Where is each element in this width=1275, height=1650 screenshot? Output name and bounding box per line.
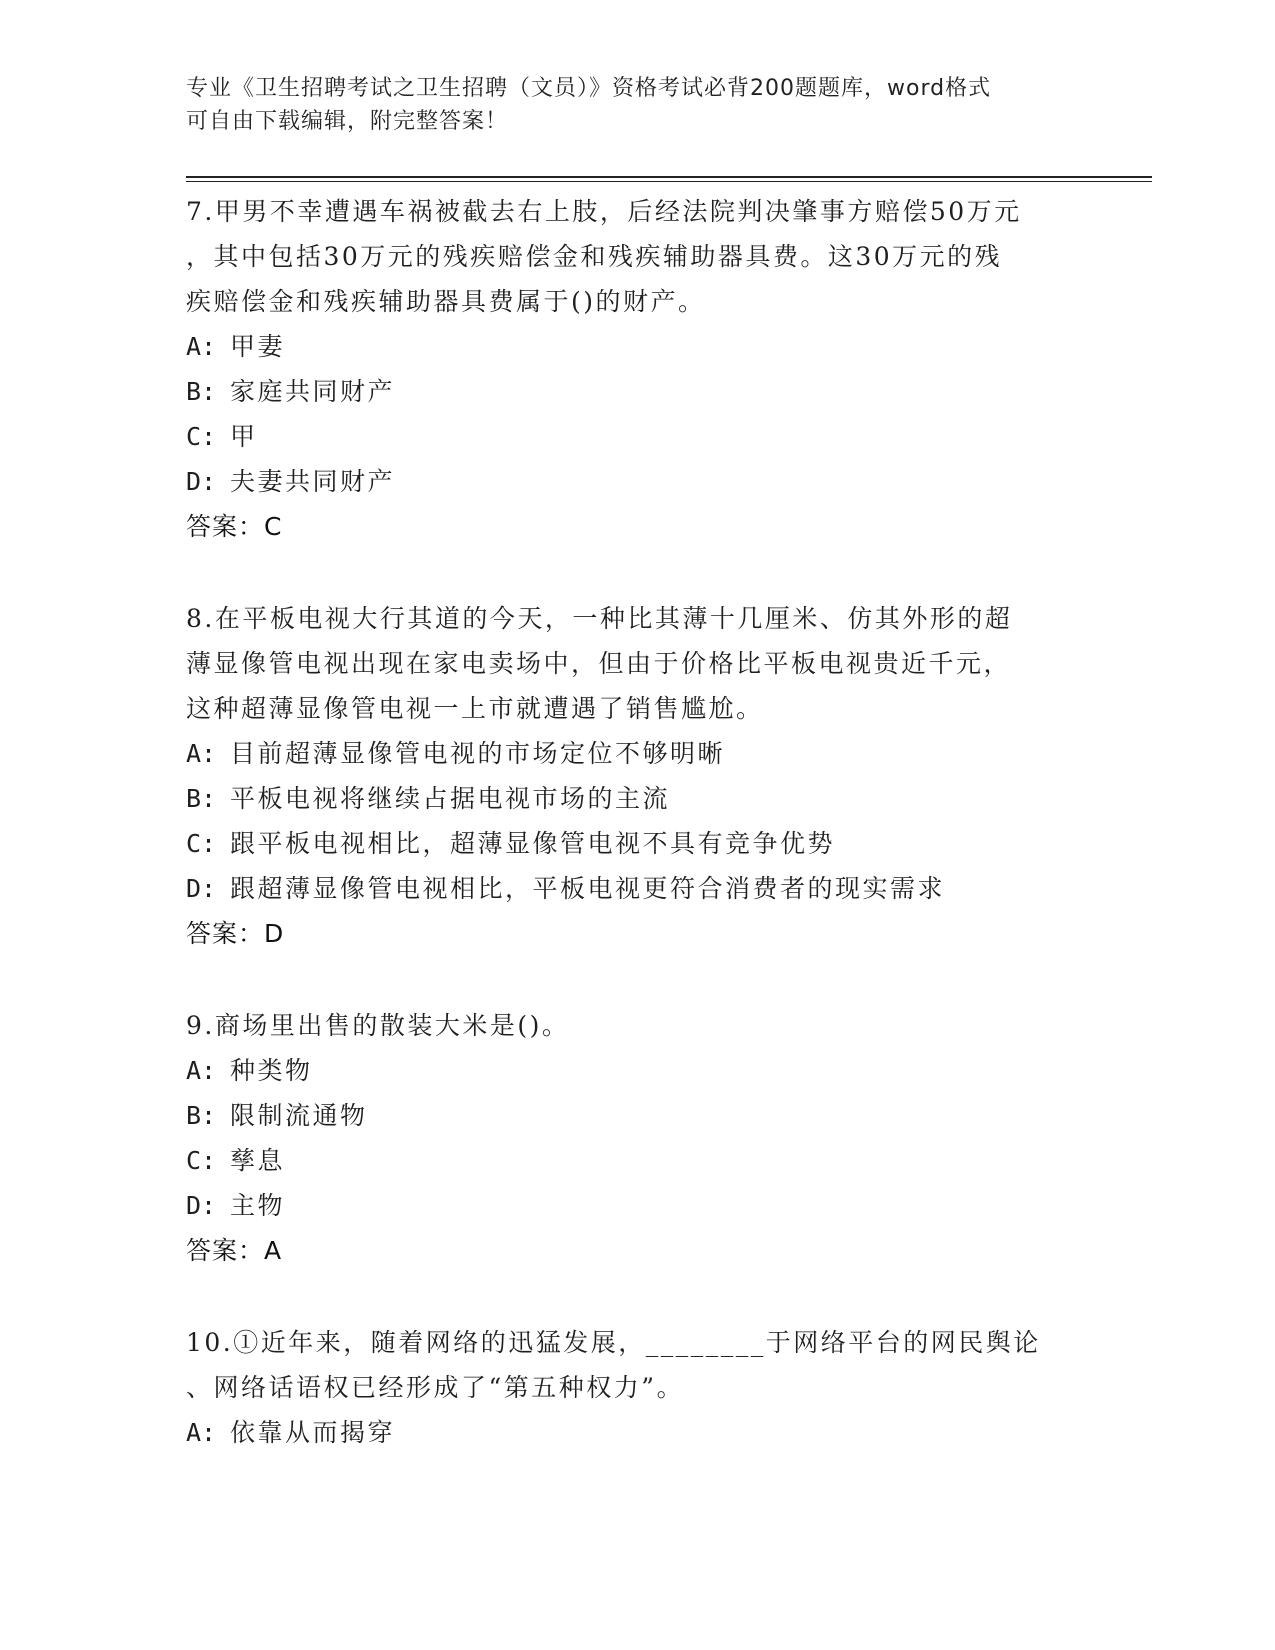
option-text: 夫妻共同财产 [230, 467, 396, 496]
option-letter: D: [186, 874, 217, 903]
option-d [186, 866, 1086, 911]
option-letter: C: [186, 1146, 217, 1175]
option-b [186, 369, 1086, 414]
option-letter: B: [186, 1101, 217, 1130]
option-letter: D: [186, 467, 217, 496]
header-rule-thin [186, 181, 1152, 182]
header-rule-thick [186, 176, 1152, 178]
question-text-line: 疾赔偿金和残疾辅助器具费属于()的财产。 [186, 287, 706, 316]
option-text: 跟超薄显像管电视相比，平板电视更符合消费者的现实需求 [230, 874, 946, 903]
question-block [186, 1320, 1086, 1455]
question-block [186, 1003, 1086, 1273]
option-letter: D: [186, 1191, 217, 1220]
answer-label: 答案：A [186, 1236, 283, 1265]
option-d [186, 459, 1086, 504]
question-text-line: ，其中包括30万元的残疾赔偿金和残疾辅助器具费。这30万元的残 [186, 242, 1003, 271]
option-c [186, 1138, 1086, 1183]
document-header [186, 72, 1086, 138]
option-a [186, 1410, 1086, 1455]
option-letter: A: [186, 739, 217, 768]
option-text: 平板电视将继续占据电视市场的主流 [230, 784, 671, 813]
option-text: 跟平板电视相比，超薄显像管电视不具有竞争优势 [230, 829, 836, 858]
option-letter: B: [186, 377, 217, 406]
question-text-line: 薄显像管电视出现在家电卖场中，但由于价格比平板电视贵近千元， [186, 649, 1012, 678]
option-d [186, 1183, 1086, 1228]
header-line-2: 可自由下载编辑，附完整答案！ [186, 109, 509, 134]
option-text: 目前超薄显像管电视的市场定位不够明晰 [230, 739, 726, 768]
option-text: 孳息 [230, 1146, 286, 1175]
header-line-1: 专业《卫生招聘考试之卫生招聘（文员）》资格考试必背200题题库，word格式 [186, 76, 992, 101]
option-text: 依靠从而揭穿 [230, 1418, 396, 1447]
question-block [186, 189, 1086, 549]
option-letter: C: [186, 829, 217, 858]
option-text: 家庭共同财产 [230, 377, 396, 406]
option-text: 主物 [230, 1191, 286, 1220]
option-letter: A: [186, 332, 217, 361]
option-b [186, 1093, 1086, 1138]
option-text: 甲 [230, 422, 258, 451]
option-letter: A: [186, 1056, 217, 1085]
option-a [186, 731, 1086, 776]
question-text-line: 、网络话语权已经形成了“第五种权力”。 [186, 1373, 685, 1402]
question-list [186, 189, 1086, 1455]
option-b [186, 776, 1086, 821]
option-letter: C: [186, 422, 217, 451]
question-text-line: 10.①近年来，随着网络的迅猛发展，________于网络平台的网民舆论 [186, 1328, 1041, 1357]
question-text-line: 8.在平板电视大行其道的今天，一种比其薄十几厘米、仿其外形的超 [186, 604, 1013, 633]
option-text: 甲妻 [230, 332, 286, 361]
question-block [186, 596, 1086, 956]
option-a [186, 324, 1086, 369]
option-text: 限制流通物 [230, 1101, 368, 1130]
question-text-line: 9.商场里出售的散装大米是()。 [186, 1011, 570, 1040]
option-letter: B: [186, 784, 217, 813]
option-c [186, 821, 1086, 866]
option-a [186, 1048, 1086, 1093]
option-text: 种类物 [230, 1056, 313, 1085]
question-text-line: 这种超薄显像管电视一上市就遭遇了销售尴尬。 [186, 694, 764, 723]
option-c [186, 414, 1086, 459]
question-text-line: 7.甲男不幸遭遇车祸被截去右上肢，后经法院判决肇事方赔偿50万元 [186, 197, 1022, 226]
answer-label: 答案：C [186, 512, 283, 541]
option-letter: A: [186, 1418, 217, 1447]
answer-label: 答案：D [186, 919, 285, 948]
